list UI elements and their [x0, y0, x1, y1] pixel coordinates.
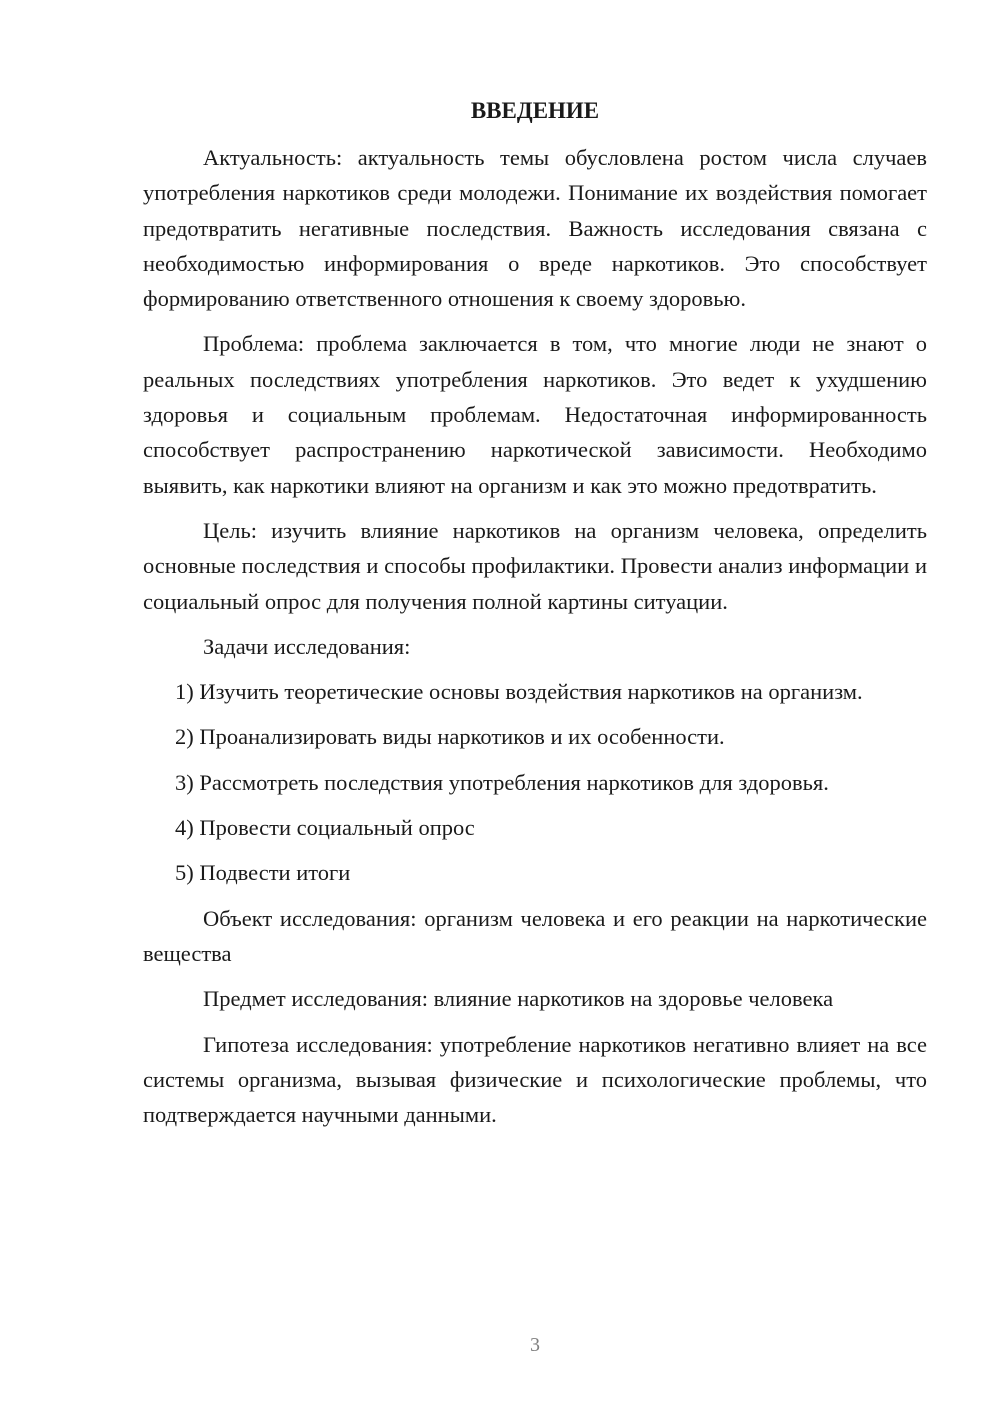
tasks-list — [143, 674, 927, 890]
relevance-paragraph: Актуальность: актуальность темы обусловлена ростом числа случаев употребления наркотиков среди молодежи. Понимание их воздействия помогает предотвратить негативные последствия. Важность исследования связана с необходимостью информирования о вреде наркотиков. Это способствует формированию ответственного отношения к своему здоровью. — [143, 145, 927, 312]
task-item: 3) Рассмотреть последствия употребления наркотиков для здоровья. — [175, 769, 829, 795]
task-item: 4) Провести социальный опрос — [175, 815, 475, 841]
subject-paragraph: Предмет исследования: влияние наркотиков на здоровье человека — [203, 986, 834, 1012]
hypothesis-paragraph: Гипотеза исследования: употребление наркотиков негативно влияет на все системы организма, вызывая физические и психологические проблемы, что подтверждается научными данными. — [143, 1031, 927, 1128]
object-paragraph: Объект исследования: организм человека и его реакции на наркотические вещества — [143, 905, 927, 966]
problem-paragraph: Проблема: проблема заключается в том, что многие люди не знают о реальных последствиях употребления наркотиков. Это ведет к ухудшению здоровья и социальным проблемам. Недостаточная информированность способствует распространению наркотической зависимости. Необходимо выявить, как наркотики влияют на организм и как это можно предотвратить. — [143, 331, 927, 498]
tasks-heading: Задачи исследования: — [203, 633, 411, 659]
section-title: ВВЕДЕНИЕ — [470, 98, 600, 123]
task-item: 2) Проанализировать виды наркотиков и их особенности. — [175, 724, 725, 750]
document-page — [143, 96, 927, 1142]
task-item: 1) Изучить теоретические основы воздействия наркотиков на организм. — [175, 679, 863, 705]
page-number: 3 — [530, 1334, 540, 1356]
goal-paragraph: Цель: изучить влияние наркотиков на организм человека, определить основные последствия и способы профилактики. Провести анализ информации и социальный опрос для получения полной картины ситуации. — [143, 517, 927, 614]
task-item: 5) Подвести итоги — [175, 860, 351, 886]
